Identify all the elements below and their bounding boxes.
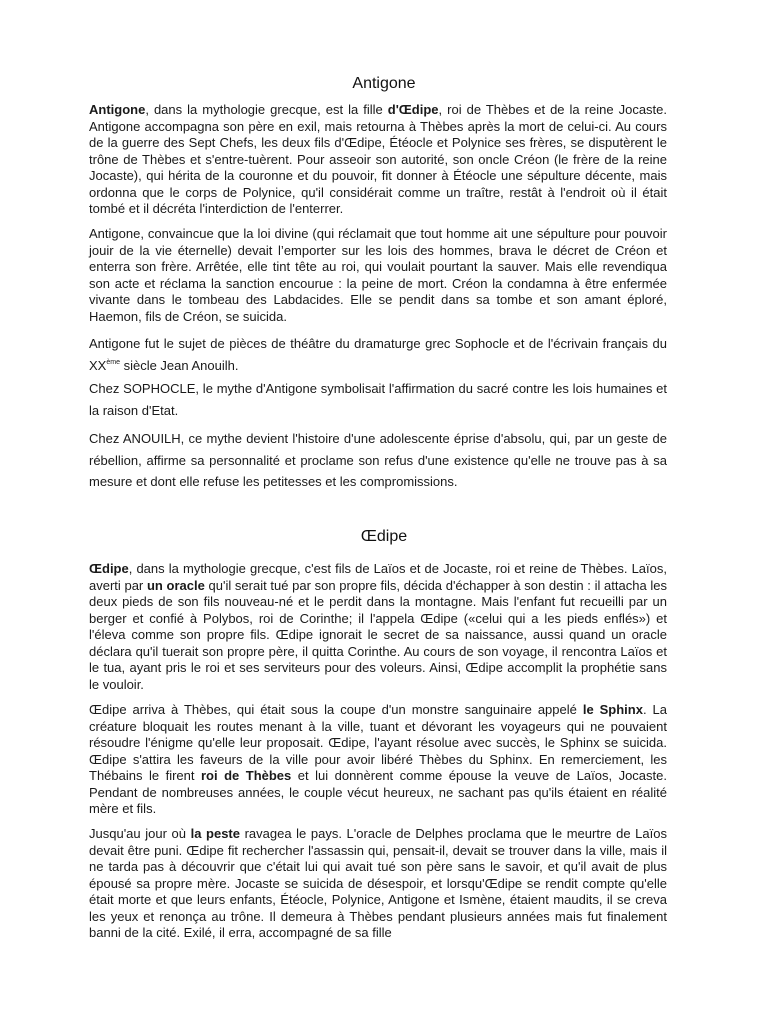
- paragraph-text: . La créature bloquait les routes menant à la ville, tuant et dévorant les voyageurs qui ne pouvaient résoudre l'énigme qu'elle leur proposait. Œdipe, l'ayant résolue avec succès, le Sphinx se suicida. Œdipe s'attira les faveurs de la ville pour avoir libéré Thèbes du Sphinx. En remerciement, les Thébains le firent: [89, 702, 667, 783]
- paragraph-text: , dans la mythologie grecque, est la fille: [145, 102, 388, 117]
- paragraph-oedipe-sphinx: [89, 702, 667, 818]
- bold-term: le Sphinx: [582, 702, 643, 717]
- section-title-antigone: Antigone: [352, 75, 416, 92]
- paragraph-text: ravagea le pays. L'oracle de Delphes proclama que le meurtre de Laïos devait être puni. Œdipe fit rechercher l'assassin qui, pensait-il, devait se trouver dans la ville, mais il ne tarda pas à découvrir que c'était lui qui avait tué son père sans le savoir, et qu'il avait de plus épousé sa propre mère. Jocaste se suicida de désespoir, et lorsqu'Œdipe se rendit compte qu'elle était morte et que leurs enfants, Étéocle, Polynice, Antigone et Ismène, étaient maudits, il se creva les yeux et renonça au trône. Il demeura à Thèbes pendant plusieurs années mais fut finalement banni de la cité. Exilé, il erra, accompagné de sa fille: [89, 826, 667, 940]
- paragraph-text: , roi de Thèbes et de la reine Jocaste. Antigone accompagna son père en exil, mais retourna à Thèbes après la mort de celui-ci. Au cours de la guerre des Sept Chefs, les deux fils d'Œdipe, Étéocle et Polynice ses frères, se disputèrent le trône de Thèbes et s'entre-tuèrent. Pour asseoir son autorité, son oncle Créon (le frère de la reine Jocaste), qui hérita de la couronne et du pouvoir, fit donner à Étéocle une sépulture décente, mais ordonna que le corps de Polynice, qu'il considérait comme un traître, restât à l'endroit où il était tombé et il décréta l'interdiction de l'enterrer.: [89, 102, 667, 216]
- paragraph-oedipe-plague: [89, 826, 667, 942]
- bold-term: Œdipe: [89, 561, 129, 576]
- paragraph-text: , dans la mythologie grecque, c'est fils de Laïos et de Jocaste, roi et reine de Thèbes. Laïos, averti par: [89, 561, 667, 593]
- paragraph-anouilh: Chez ANOUILH, ce mythe devient l'histoire d'une adolescente éprise d'absolu, qui, par un geste de rébellion, affirme sa personnalité et proclame son refus d'une existence qu'elle ne trouve pas à sa mesure et dont elle refuse les petitesses et les compromissions.: [89, 431, 667, 489]
- bold-term: d'Œdipe: [387, 102, 439, 117]
- paragraph-text: Jusqu'au jour où: [89, 826, 191, 841]
- paragraph-antigone-burial: Antigone, convaincue que la loi divine (qui réclamait que tout homme ait une sépulture pour pouvoir jouir de la vie éternelle) devait l’emporter sur les lois des hommes, brava le décret de Créon et enterra son frère. Arrêtée, elle tint tête au roi, qui voulait pourtant la sauver. Mais elle revendiqua son acte et réclama la sanction encourue : la peine de mort. Créon la condamna à être enfermée vivante dans le tombeau des Labdacides. Elle se pendit dans sa tombe et son amant éploré, Haemon, fils de Créon, se suicida.: [89, 226, 667, 324]
- paragraph-antigone-intro: [89, 102, 667, 218]
- paragraph-sophocle: Chez SOPHOCLE, le mythe d'Antigone symbolisait l'affirmation du sacré contre les lois humaines et la raison d'Etat.: [89, 381, 667, 418]
- paragraph-antigone-theatre: [89, 333, 667, 376]
- paragraph-text: siècle Jean Anouilh.: [119, 357, 239, 373]
- bold-term: roi de Thèbes: [200, 768, 292, 783]
- section-title-oedipe: Œdipe: [360, 528, 408, 545]
- paragraph-text: et lui donnèrent comme épouse la veuve de Laïos, Jocaste. Pendant de nombreuses années, le couple vécut heureux, ne sachant pas qu'ils étaient en réalité mère et fils.: [89, 768, 667, 816]
- paragraph-text: Antigone fut le sujet de pièces de théâtre du dramaturge grec Sophocle et de l'écrivain français du XX: [89, 336, 667, 373]
- bold-term: un oracle: [146, 577, 205, 593]
- bold-term: Antigone: [89, 102, 146, 117]
- paragraph-oedipe-intro: [89, 561, 667, 693]
- paragraph-text: Œdipe arriva à Thèbes, qui était sous la coupe d'un monstre sanguinaire appelé: [89, 702, 583, 717]
- superscript-ordinal: ème: [106, 358, 120, 366]
- bold-term: la peste: [190, 826, 240, 841]
- paragraph-text: qu'il serait tué par son propre fils, décida d'échapper à son destin : il attacha les deux pieds de son fils nouveau-né et le perdit dans la montagne. Mais l'enfant fut recueilli par un berger et confié à Polybos, roi de Corinthe; il l'appela Œdipe («celui qui a les pieds enflés») et l'éleva comme son propre fils. Œdipe ignorait le secret de sa naissance, aussi quand un oracle déclara qu'il tuerait son propre père, il quitta Corinthe. Au cours de son voyage, il rencontra Laïos et le tua, ayant pris le roi et ses serviteurs pour des voleurs. Ainsi, Œdipe accomplit la prophétie sans le vouloir.: [89, 577, 667, 692]
